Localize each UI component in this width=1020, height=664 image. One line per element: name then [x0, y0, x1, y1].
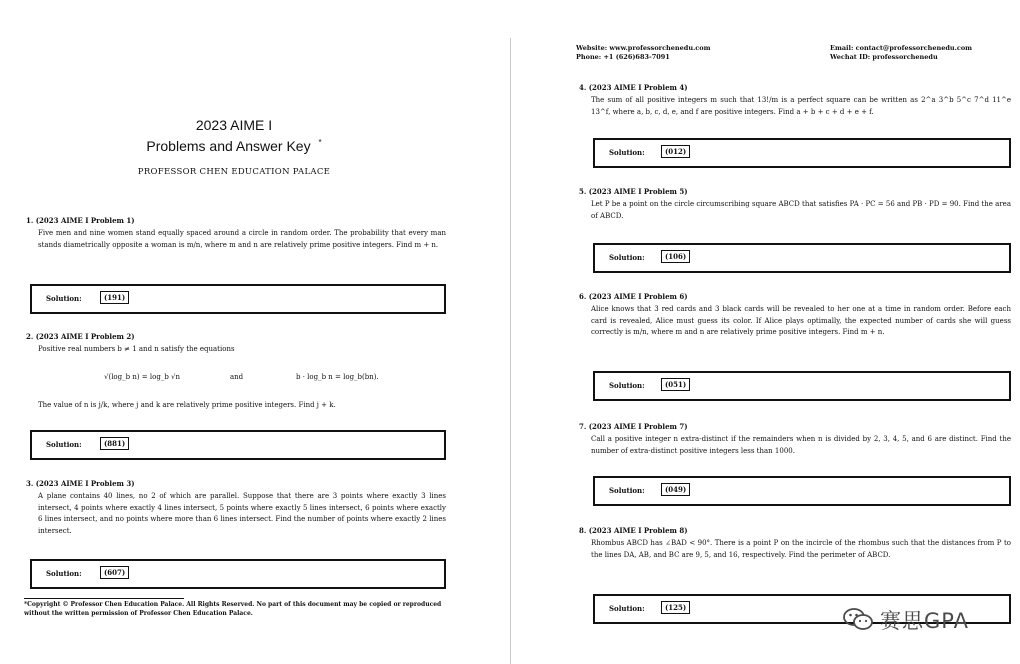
right-page [512, 0, 1020, 664]
equation-right: b · log_b n = log_b(bn). [296, 373, 379, 381]
solution-label: Solution: [46, 569, 82, 578]
problem-text: Let P be a point on the circle circumscribing square ABCD that satisfies PA · PC = 56 and PB · PD = 90. Find the area of ABCD. [591, 200, 1011, 220]
answer-value: (607) [100, 566, 129, 579]
problem-heading: 5. (2023 AIME I Problem 5) [579, 187, 688, 196]
solution-label: Solution: [609, 253, 645, 262]
answer-value: (049) [661, 483, 690, 496]
header-wechat: Wechat ID: professorchenedu [830, 53, 938, 61]
problem-text: The value of n is j/k, where j and k are relatively prime positive integers. Find j + k. [38, 401, 336, 409]
problem-heading: 1. (2023 AIME I Problem 1) [26, 216, 135, 225]
problem-8 [579, 526, 1011, 561]
answer-value: (125) [661, 601, 690, 614]
equation-conjunction: and [230, 373, 244, 381]
header-email: Email: contact@professorchenedu.com [830, 44, 973, 52]
answer-value: (881) [100, 437, 129, 450]
problem-5 [579, 187, 1011, 222]
problem-heading: 8. (2023 AIME I Problem 8) [579, 526, 688, 535]
problem-heading: 3. (2023 AIME I Problem 3) [26, 479, 135, 488]
organization-name: PROFESSOR CHEN EDUCATION PALACE [137, 167, 331, 177]
problem-text: Rhombus ABCD has ∠BAD < 90°. There is a point P on the incircle of the rhombus such that the distances from P to the lines DA, AB, and BC are 9, 5, and 16, respectively. Find the perimeter of ABCD. [591, 539, 1011, 559]
answer-value: (012) [661, 145, 690, 158]
document-title: 2023 AIME I [195, 117, 273, 133]
document-subtitle [0, 138, 468, 154]
problem-6 [579, 292, 1011, 339]
problem-4 [579, 83, 1011, 118]
solution-label: Solution: [609, 381, 645, 390]
answer-value: (191) [100, 291, 129, 304]
problem-heading: 4. (2023 AIME I Problem 4) [579, 83, 688, 92]
problem-7 [579, 422, 1011, 457]
problem-heading: 6. (2023 AIME I Problem 6) [579, 292, 688, 301]
footnote-divider [24, 598, 184, 599]
problem-3 [26, 479, 446, 537]
problem-text: Five men and nine women stand equally spaced around a circle in random order. The probability that every man stands diametrically opposite a woman is m/n, where m and n are relatively prime positive integers. Find m + n. [38, 229, 446, 249]
problem-text: Alice knows that 3 red cards and 3 black cards will be revealed to her one at a time in random order. Before each card is revealed, Alice must guess its color. If Alice plays optimally, the expected number of cards she will guess correctly is m/n, where m and n are relatively prime positive integers. Find m + n. [591, 305, 1011, 336]
problem-text: Positive real numbers b ≠ 1 and n satisfy the equations [38, 345, 235, 353]
solution-box-7 [593, 476, 1011, 506]
answer-value: (106) [661, 250, 690, 263]
problem-2 [26, 332, 446, 356]
subtitle-text: Problems and Answer Key [146, 138, 311, 154]
solution-box-1 [30, 284, 446, 314]
problem-heading: 2. (2023 AIME I Problem 2) [26, 332, 135, 341]
solution-label: Solution: [609, 486, 645, 495]
page-divider [510, 38, 511, 664]
solution-box-5 [593, 243, 1011, 273]
copyright-footnote: *Copyright © Professor Chen Education Palace. All Rights Reserved. No part of this document may be copied or reproduced without the written permission of Professor Chen Education Palace. [24, 601, 442, 617]
solution-box-4 [593, 138, 1011, 168]
problem-text: The sum of all positive integers m such that 13!/m is a perfect square can be written as 2^a 3^b 5^c 7^d 11^e 13^f, where a, b, c, d, e, and f are positive integers. Find a + b + c + d + e + f. [591, 96, 1011, 116]
header-phone: Phone: +1 (626)683-7091 [576, 53, 670, 61]
wechat-icon [842, 607, 874, 631]
watermark [842, 603, 1012, 633]
solution-label: Solution: [46, 440, 82, 449]
header-website: Website: www.professorchenedu.com [576, 44, 711, 52]
solution-box-2 [30, 430, 446, 460]
solution-label: Solution: [46, 294, 82, 303]
watermark-text: 赛思GPA [880, 609, 969, 633]
solution-label: Solution: [609, 148, 645, 157]
footnote-mark: * [318, 138, 322, 148]
problem-heading: 7. (2023 AIME I Problem 7) [579, 422, 688, 431]
problem-2-continued [26, 400, 446, 412]
problem-text: A plane contains 40 lines, no 2 of which are parallel. Suppose that there are 3 points where exactly 3 lines intersect, 4 points where exactly 4 lines intersect, 5 points where exactly 5 lines intersect, 6 points where exactly 6 lines intersect, and no points where more than 6 lines intersect. Find the number of points where exactly 2 lines intersect. [38, 492, 446, 535]
equation-left: √(log_b n) = log_b √n [104, 373, 180, 381]
solution-box-3 [30, 559, 446, 589]
problem-text: Call a positive integer n extra-distinct if the remainders when n is divided by 2, 3, 4, 5, and 6 are distinct. Find the number of extra-distinct positive integers less than 1000. [591, 435, 1011, 455]
solution-label: Solution: [609, 604, 645, 613]
problem-1 [26, 216, 446, 251]
answer-value: (051) [661, 378, 690, 391]
solution-box-6 [593, 371, 1011, 401]
